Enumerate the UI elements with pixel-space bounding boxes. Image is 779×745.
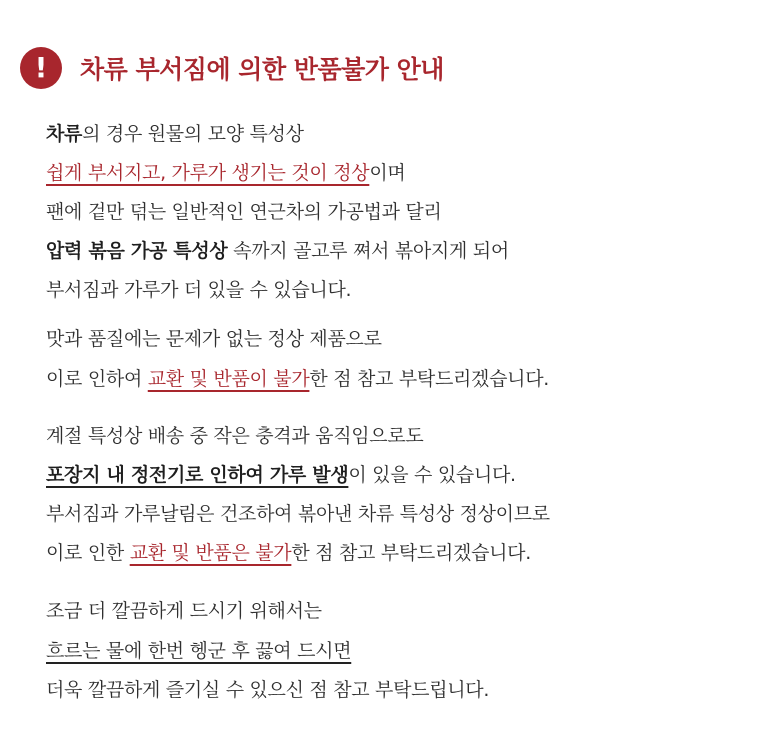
p1-line-4 <box>46 238 509 264</box>
p3-line-2-text: 이 있을 수 있습니다. <box>348 464 516 486</box>
p3-line-4-post: 한 점 참고 부탁드리겠습니다. <box>291 542 531 564</box>
p4-line-1: 조금 더 깔끔하게 드시기 위해서는 <box>46 600 322 622</box>
p3-highlight: 포장지 내 정전기로 인하여 가루 발생 <box>46 464 349 486</box>
p3-highlight-2: 교환 및 반품은 불가 <box>129 542 292 564</box>
p1-line-5: 부서짐과 가루가 더 있을 수 있습니다. <box>46 279 352 301</box>
p2-highlight: 교환 및 반품이 불가 <box>147 368 310 390</box>
p4-line-3: 더욱 깔끔하게 즐기실 수 있으신 점 참고 부탁드립니다. <box>46 679 490 701</box>
p3-line-4-pre: 이로 인한 <box>46 542 130 564</box>
p3-line-2 <box>46 462 516 488</box>
p2-line-1: 맛과 품질에는 문제가 없는 정상 제품으로 <box>46 328 382 350</box>
p2-line-2-post: 한 점 참고 부탁드리겠습니다. <box>309 368 550 390</box>
p2-line-2-pre: 이로 인하여 <box>46 368 148 390</box>
p4-highlight: 흐르는 물에 한번 헹군 후 끓여 드시면 <box>46 640 352 662</box>
p1-line-1 <box>46 121 304 147</box>
p1-line-4-text: 속까지 골고루 쪄서 볶아지게 되어 <box>227 240 509 262</box>
p1-bold-process: 압력 볶음 가공 특성상 <box>46 240 228 262</box>
p3-line-1: 계절 특성상 배송 중 작은 충격과 움직임으로도 <box>46 425 424 447</box>
p2-line-2 <box>46 366 549 392</box>
p1-line-2-text: 이며 <box>369 162 406 184</box>
p1-line-3: 팬에 겉만 덖는 일반적인 연근차의 가공법과 달리 <box>46 201 442 223</box>
p3-line-3: 부서짐과 가루날림은 건조하여 볶아낸 차류 특성상 정상이므로 <box>46 503 550 525</box>
notice-title: 차류 부서짐에 의한 반품불가 안내 <box>80 55 444 84</box>
p1-highlight: 쉽게 부서지고, 가루가 생기는 것이 정상 <box>46 162 370 184</box>
exclamation-circle-icon: ! <box>20 47 62 89</box>
p1-line-1-text: 의 경우 원물의 모양 특성상 <box>82 123 304 145</box>
notice-header <box>20 47 444 89</box>
p3-line-4 <box>46 540 531 566</box>
p1-bold-keyword: 차류 <box>46 123 83 145</box>
p4-line-2 <box>46 638 351 664</box>
p1-line-2 <box>46 160 405 186</box>
